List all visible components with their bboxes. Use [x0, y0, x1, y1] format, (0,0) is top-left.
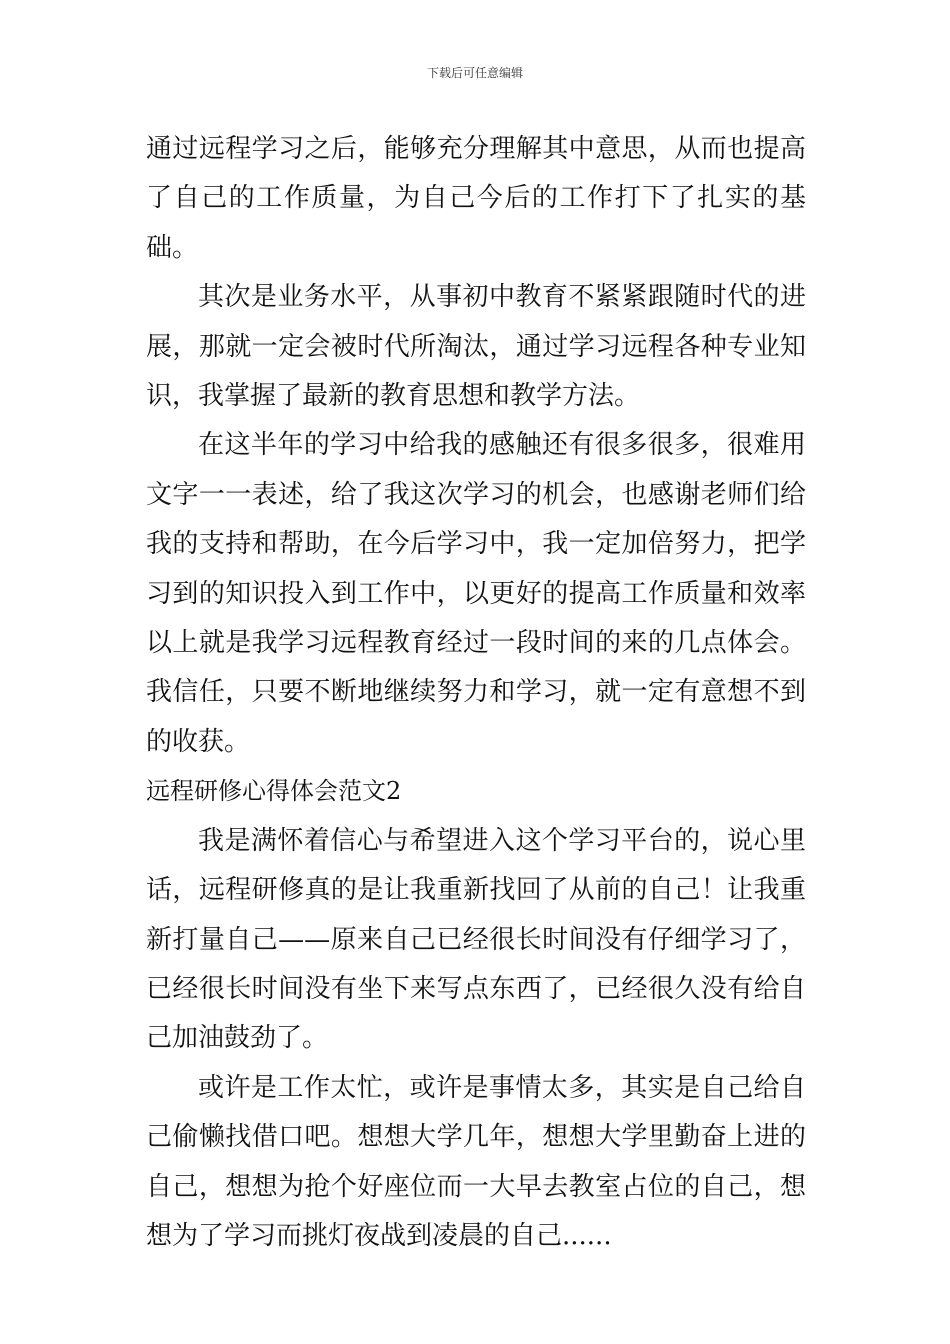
- paragraph: 通过远程学习之后，能够充分理解其中意思，从而也提高了自己的工作质量，为自己今后的工作打下了扎实的基础。: [146, 134, 806, 263]
- page-header: 下载后可任意编辑: [426, 66, 523, 80]
- paragraph: 或许是工作太忙，或许是事情太多，其实是自己给自己偷懒找借口吧。想想大学几年，想想大学里勤奋上进的自己，想想为抢个好座位而一大早去教室占位的自己，想想为了学习而挑灯夜战到凌晨的自己......: [146, 1072, 806, 1251]
- paragraph: 其次是业务水平，从事初中教育不紧紧跟随时代的进展，那就一定会被时代所淘汰，通过学习远程各种专业知识，我掌握了最新的教育思想和教学方法。: [146, 282, 806, 412]
- section-title: 远程研修心得体会范文2: [146, 777, 402, 806]
- document-body: [146, 125, 806, 1261]
- paragraph: 在这半年的学习中给我的感触还有很多很多，很难用文字一一表述，给了我这次学习的机会，也感谢老师们给我的支持和帮助，在今后学习中，我一定加倍努力，把学习到的知识投入到工作中，以更好的提高工作质量和效率以上就是我学习远程教育经过一段时间的来的几点体会。我信任，只要不断地继续努力和学习，就一定有意想不到的收获。: [146, 430, 806, 757]
- paragraph: 我是满怀着信心与希望进入这个学习平台的，说心里话，远程研修真的是让我重新找回了从前的自己！让我重新打量自己——原来自己已经很长时间没有仔细学习了，已经很长时间没有坐下来写点东西了，已经很久没有给自己加油鼓劲了。: [146, 825, 806, 1054]
